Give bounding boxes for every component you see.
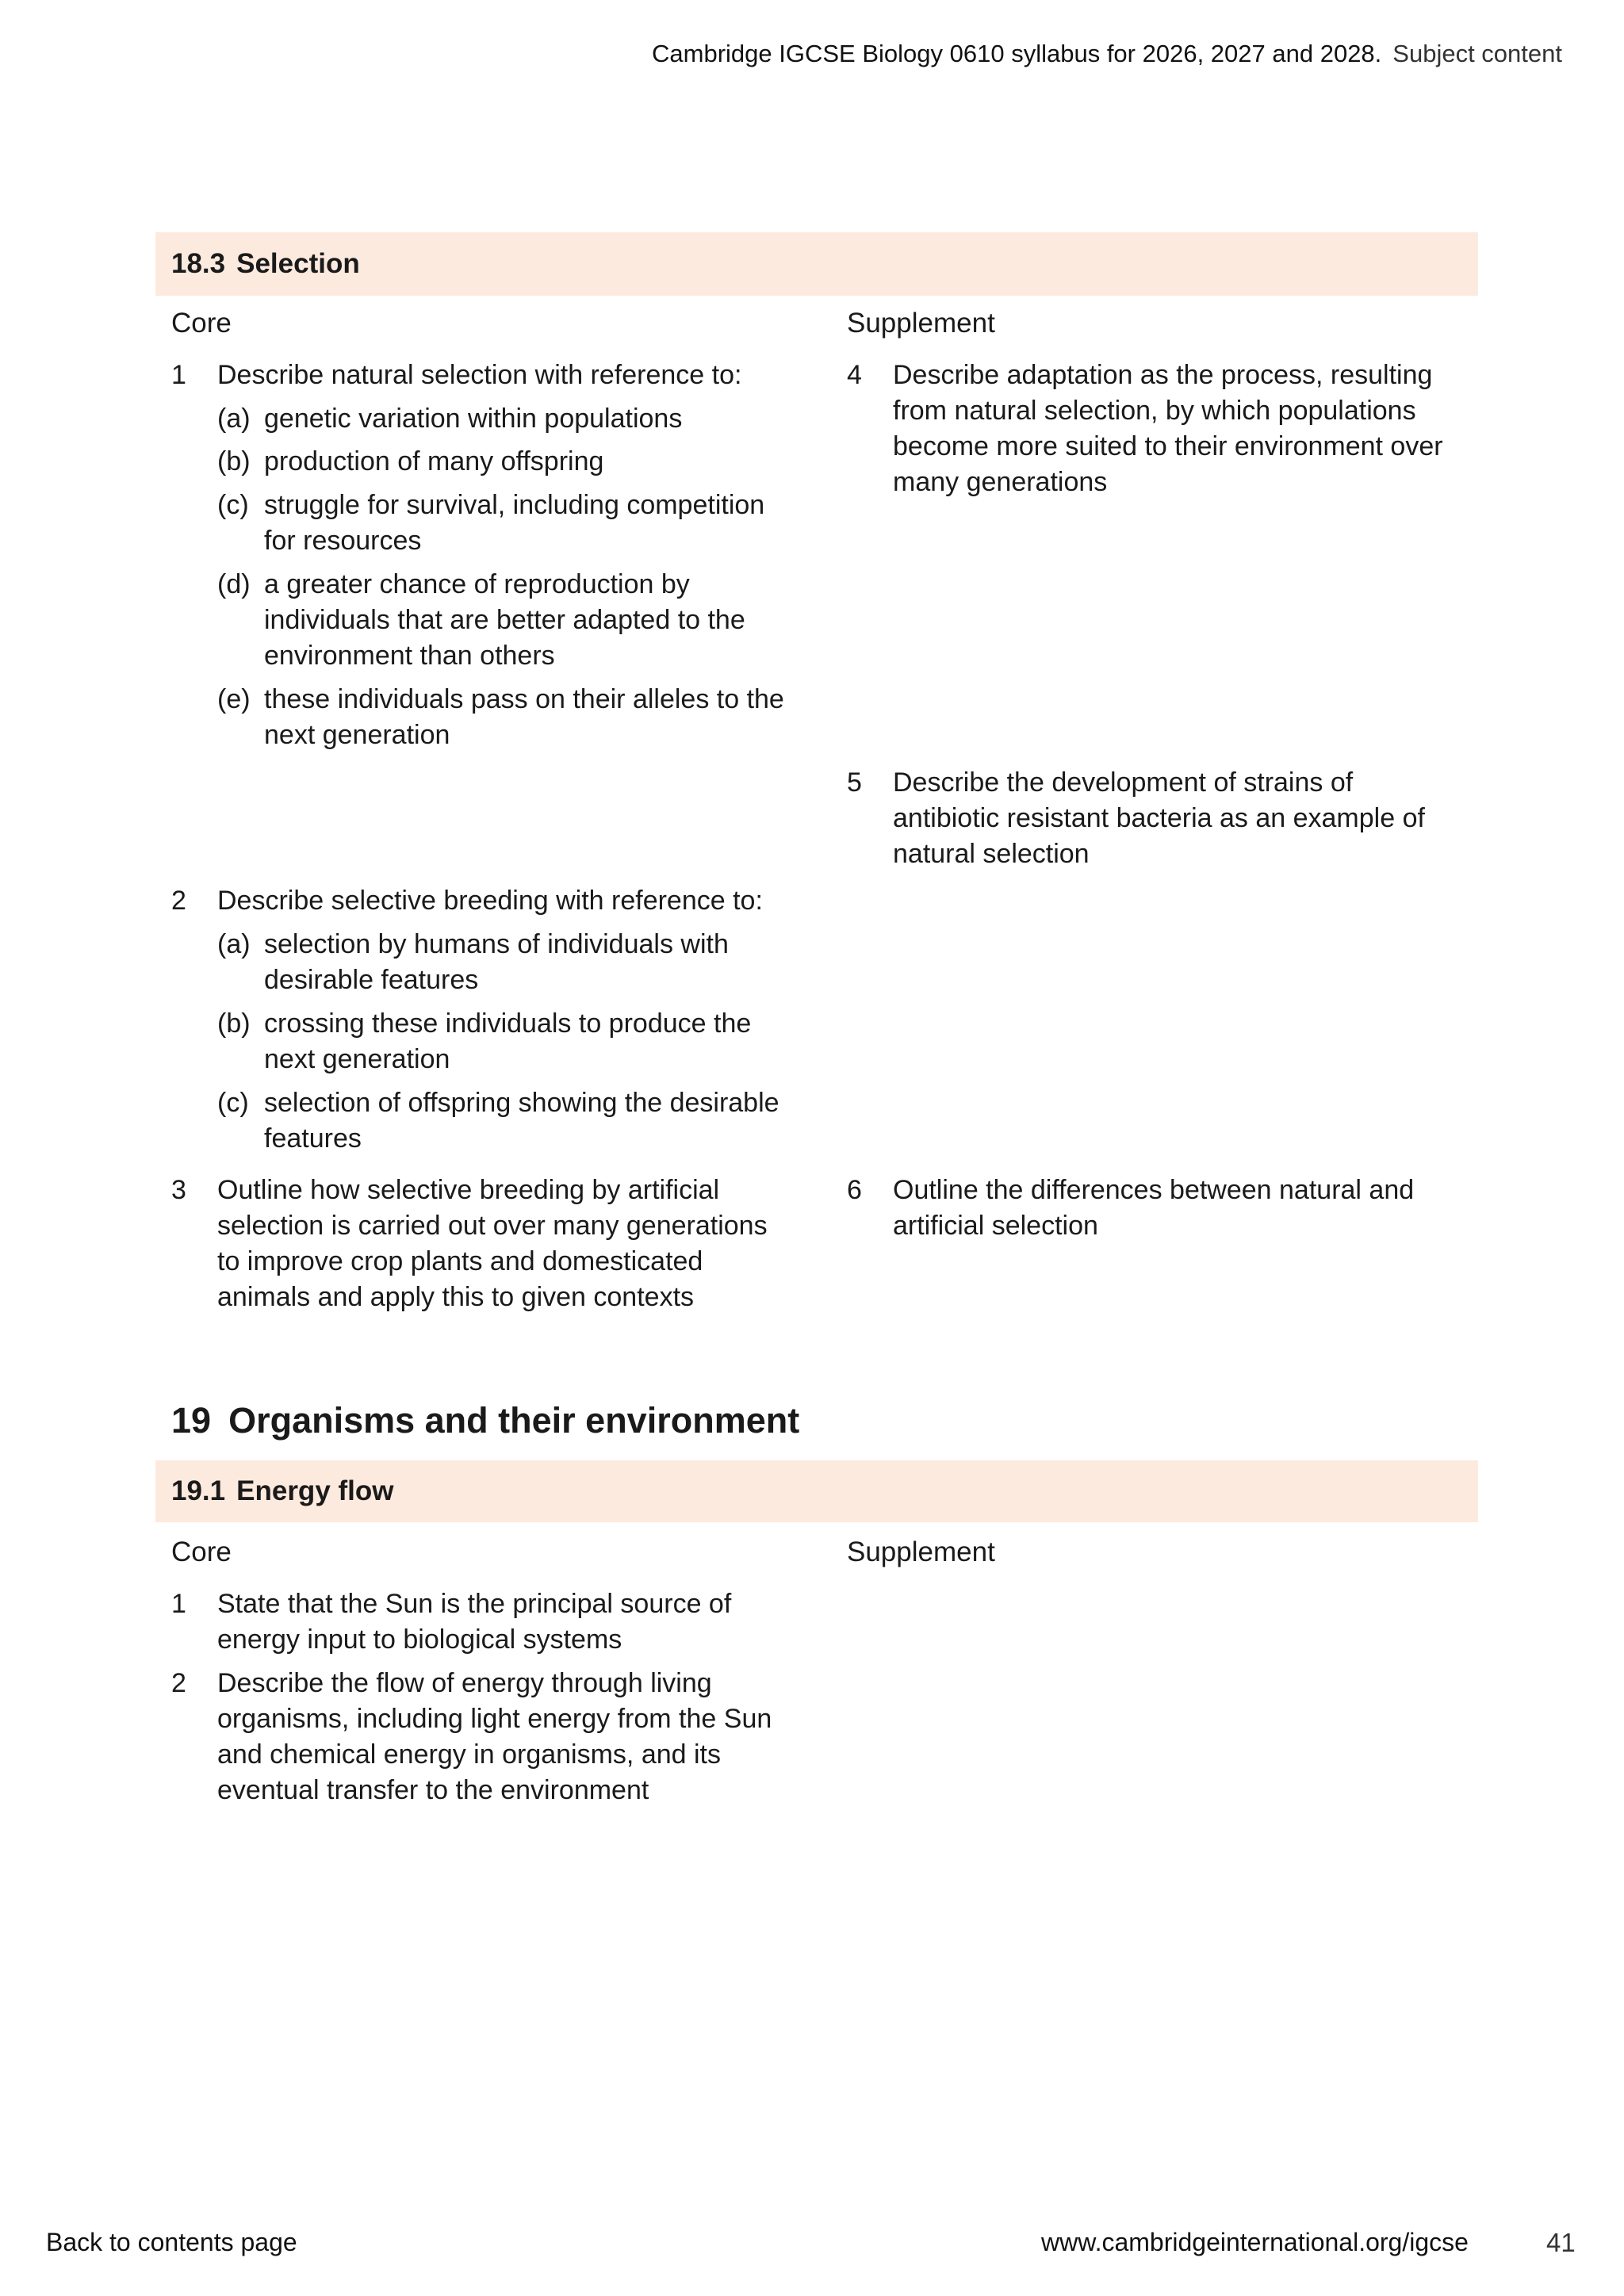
chapter-title: Organisms and their environment <box>228 1400 800 1441</box>
section-name: Subject content <box>1392 40 1562 67</box>
line: next generation <box>264 1044 450 1074</box>
item-text <box>893 765 1425 872</box>
line: to improve crop plants and domesticated <box>217 1246 703 1276</box>
chapter-heading-19 <box>171 1400 799 1441</box>
item-text <box>217 1173 768 1315</box>
line: and chemical energy in organisms, and its <box>217 1739 721 1770</box>
line: a greater chance of reproduction by <box>264 569 690 599</box>
core-item-1-d <box>217 567 820 678</box>
sub-label: (c) <box>217 490 249 520</box>
sub-text <box>264 1006 751 1077</box>
item-text <box>893 1173 1414 1244</box>
core-item-2 <box>171 883 806 923</box>
item-text: Describe selective breeding with reference to: <box>217 886 763 916</box>
item-text <box>893 358 1443 500</box>
sub-label: (a) <box>217 929 251 959</box>
line: organisms, including light energy from the Sun <box>217 1704 772 1734</box>
energy-core-item-2 <box>171 1666 806 1812</box>
line: crossing these individuals to produce the <box>264 1008 752 1039</box>
section-heading-19-1 <box>155 1460 1478 1522</box>
item-text <box>217 1586 731 1658</box>
running-header <box>652 40 1562 68</box>
core-item-2-a <box>217 927 820 1002</box>
line: State that the Sun is the principal source of <box>217 1589 732 1619</box>
sub-text: genetic variation within populations <box>264 404 683 434</box>
supplement-item-5 <box>847 765 1481 876</box>
line: animals and apply this to given contexts <box>217 1282 695 1312</box>
item-text: Describe natural selection with reference to: <box>217 360 742 390</box>
sub-text: production of many offspring <box>264 446 604 476</box>
line: energy input to biological systems <box>217 1624 622 1655</box>
line: these individuals pass on their alleles to the <box>264 684 784 714</box>
sub-text <box>264 488 764 559</box>
item-number: 2 <box>171 1668 186 1698</box>
sub-label: (d) <box>217 569 251 599</box>
item-number: 4 <box>847 360 862 390</box>
line: for resources <box>264 526 422 556</box>
back-to-contents-link[interactable]: Back to contents page <box>46 2228 297 2256</box>
line: natural selection <box>893 839 1090 869</box>
sub-label: (b) <box>217 1008 251 1039</box>
sub-text <box>264 682 784 753</box>
line: Describe the flow of energy through living <box>217 1668 712 1698</box>
line: artificial selection <box>893 1211 1098 1241</box>
section-number: 19.1 <box>171 1475 226 1506</box>
line: many generations <box>893 467 1108 497</box>
item-number: 5 <box>847 767 862 798</box>
supplement-item-4 <box>847 358 1481 504</box>
item-text <box>217 1666 772 1808</box>
line: Outline how selective breeding by artificial <box>217 1175 720 1205</box>
item-number: 1 <box>171 360 186 390</box>
website-url[interactable]: www.cambridgeinternational.org/igcse <box>1041 2228 1469 2256</box>
sub-text <box>264 1085 779 1157</box>
section-title: Energy flow <box>236 1475 394 1506</box>
core-item-3 <box>171 1173 806 1319</box>
core-item-1-a <box>217 401 820 441</box>
line: individuals that are better adapted to the <box>264 605 745 635</box>
core-item-2-c <box>217 1085 820 1161</box>
core-item-1-b <box>217 444 820 484</box>
sub-label: (c) <box>217 1088 249 1118</box>
item-number: 1 <box>171 1589 186 1619</box>
line: next generation <box>264 720 450 750</box>
line: desirable features <box>264 965 479 995</box>
section-heading-18-3 <box>155 232 1478 296</box>
line: Describe the development of strains of <box>893 767 1354 798</box>
sub-label: (e) <box>217 684 251 714</box>
item-number: 2 <box>171 886 186 916</box>
page-number: 41 <box>1546 2228 1576 2257</box>
core-item-2-b <box>217 1006 820 1081</box>
core-column-heading: Core <box>171 1536 232 1567</box>
line: selection is carried out over many generations <box>217 1211 768 1241</box>
document-title: Cambridge IGCSE Biology 0610 syllabus for 2026, 2027 and 2028. <box>652 40 1382 67</box>
core-item-1-c <box>217 488 820 563</box>
line: selection by humans of individuals with <box>264 929 729 959</box>
line: environment than others <box>264 641 555 671</box>
line: struggle for survival, including competition <box>264 490 765 520</box>
item-number: 3 <box>171 1175 186 1205</box>
section-title: Selection <box>236 248 360 279</box>
core-item-1-e <box>217 682 820 757</box>
line: Describe adaptation as the process, resulting <box>893 360 1433 390</box>
sub-label: (b) <box>217 446 251 476</box>
chapter-number: 19 <box>171 1400 212 1441</box>
line: antibiotic resistant bacteria as an example of <box>893 803 1425 833</box>
item-number: 6 <box>847 1175 862 1205</box>
line: features <box>264 1123 362 1154</box>
sub-label: (a) <box>217 404 251 434</box>
supplement-column-heading: Supplement <box>847 1536 995 1567</box>
core-item-1 <box>171 358 806 397</box>
line: selection of offspring showing the desirable <box>264 1088 779 1118</box>
section-number: 18.3 <box>171 248 226 279</box>
supplement-column-heading: Supplement <box>847 308 995 339</box>
line: from natural selection, by which populations <box>893 396 1416 426</box>
sub-text <box>264 567 745 674</box>
energy-core-item-1 <box>171 1586 806 1662</box>
core-column-heading: Core <box>171 308 232 339</box>
line: eventual transfer to the environment <box>217 1775 649 1805</box>
line: Outline the differences between natural and <box>893 1175 1415 1205</box>
sub-text <box>264 927 729 998</box>
supplement-item-6 <box>847 1173 1481 1248</box>
line: become more suited to their environment over <box>893 431 1443 461</box>
